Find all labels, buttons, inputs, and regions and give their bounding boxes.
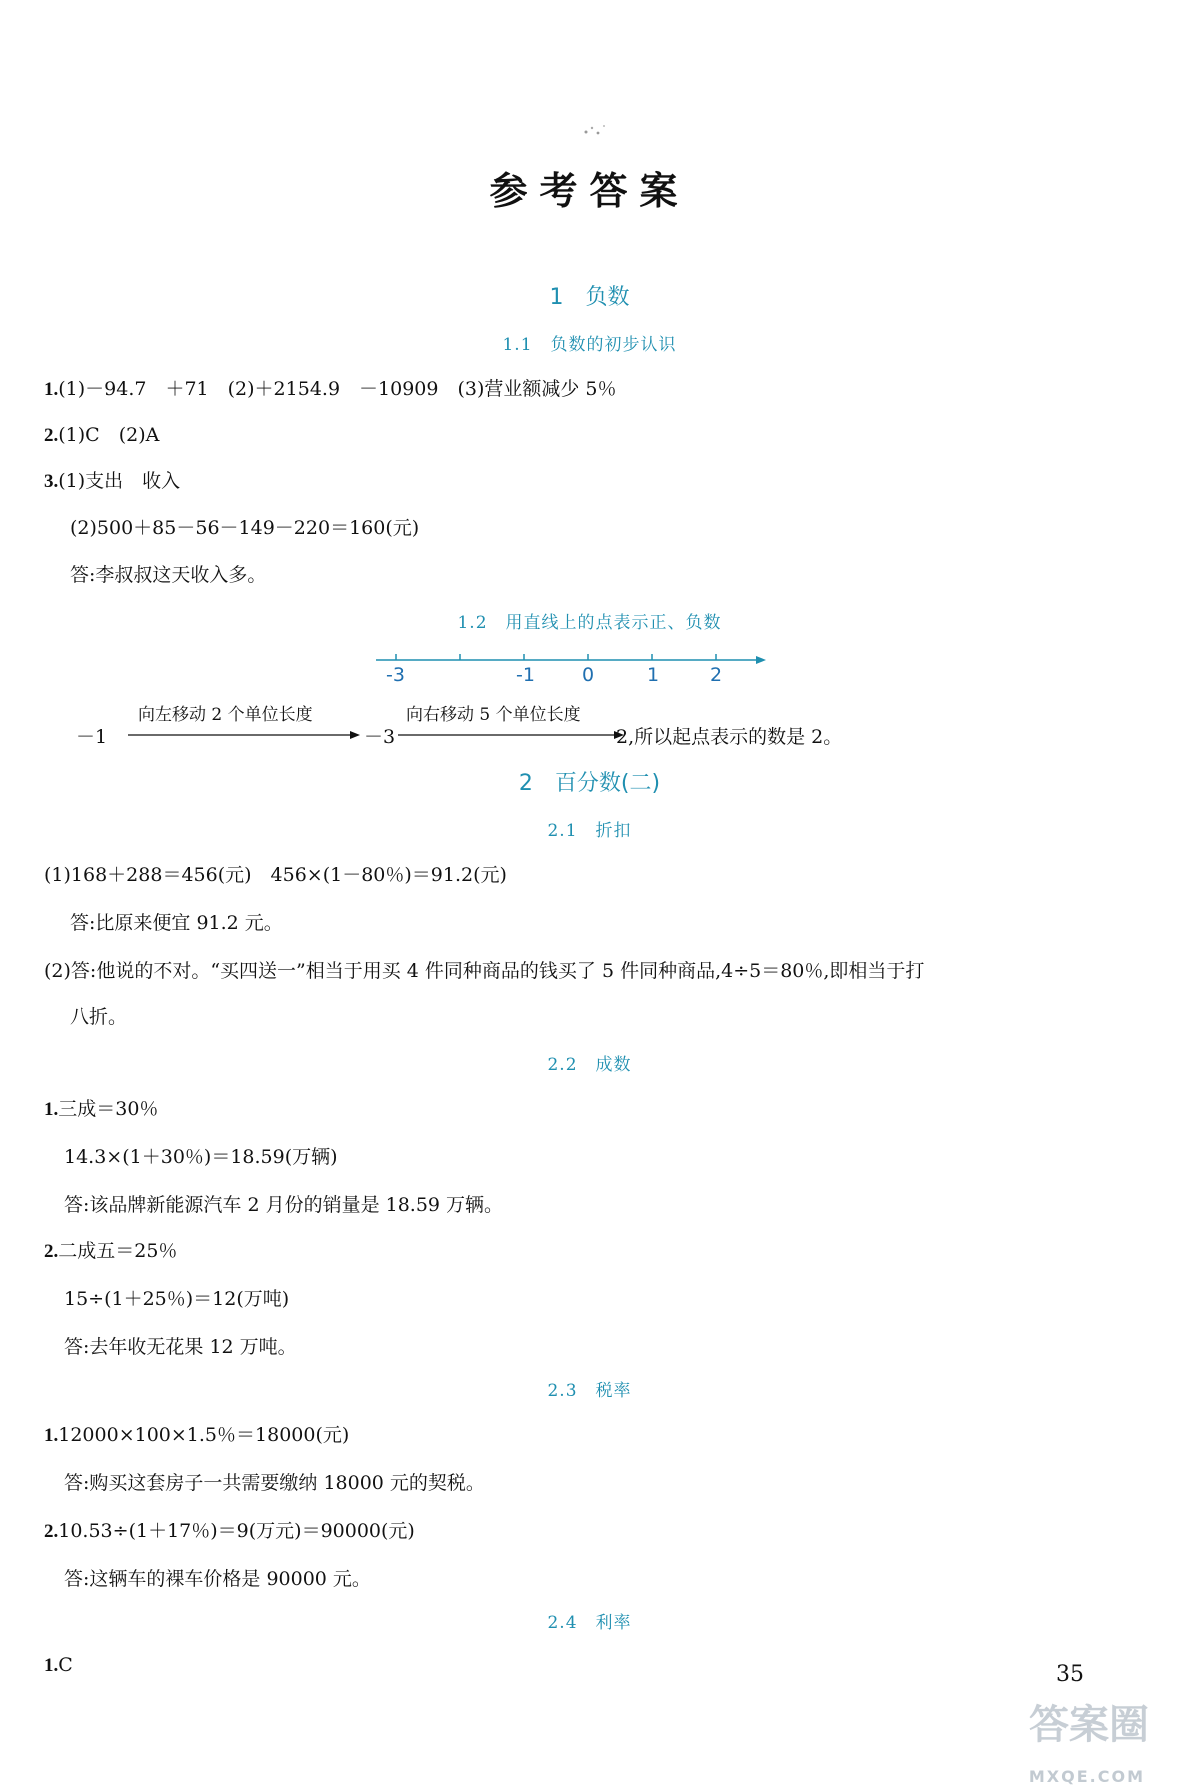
arrow-1-label: 向左移动 2 个单位长度 — [138, 705, 313, 725]
section-2-2-title: 2.2 成数 — [547, 1055, 632, 1075]
end-value: 2,所以起点表示的数是 2。 — [616, 726, 843, 748]
arrow-2-label: 向右移动 5 个单位长度 — [406, 705, 581, 725]
answer-text: (2)500＋85－56－149－220＝160(元) — [70, 517, 420, 539]
answer-line — [44, 1518, 415, 1545]
answer-text: 八折。 — [70, 1006, 128, 1028]
answer-line — [44, 1238, 177, 1265]
item-number: 1. — [44, 1099, 59, 1120]
item-number: 2. — [44, 1241, 59, 1262]
item-number: 1. — [44, 379, 59, 400]
watermark-logo: 答案圈 — [1029, 1702, 1149, 1748]
answer-text: (1)－94.7 ＋71 (2)＋2154.9 －10909 (3)营业额减少 5％ — [58, 378, 617, 400]
answer-text: 10.53÷(1＋17％)＝9(万元)＝90000(元) — [58, 1520, 415, 1542]
answer-line — [44, 376, 617, 403]
middle-value: －3 — [364, 726, 396, 748]
answer-text: 12000×100×1.5％＝18000(元) — [58, 1424, 350, 1446]
answer-text: 14.3×(1＋30％)＝18.59(万辆) — [64, 1146, 338, 1168]
answer-text: 15÷(1＋25％)＝12(万吨) — [64, 1288, 290, 1310]
answer-text: (2)答:他说的不对。“买四送一”相当于用买 4 件同种商品的钱买了 5 件同种商品,4÷5＝80％,即相当于打 — [44, 960, 925, 982]
answer-text: C — [58, 1654, 73, 1676]
number-line-label: -3 — [386, 664, 405, 686]
page-number: 35 — [1056, 1662, 1084, 1687]
answer-text: 二成五＝25％ — [58, 1240, 178, 1262]
section-1-title: 1 负数 — [549, 285, 630, 310]
section-2-1-title: 2.1 折扣 — [547, 821, 632, 841]
answer-text: 三成＝30％ — [58, 1098, 159, 1120]
watermark-url: MXQE.COM — [1028, 1767, 1145, 1786]
section-1-1-title: 1.1 负数的初步认识 — [502, 335, 677, 355]
answer-text: 答:李叔叔这天收入多。 — [70, 564, 267, 586]
answer-line — [44, 1422, 349, 1449]
number-line-label: -1 — [516, 664, 535, 686]
answer-text: (1)支出 收入 — [58, 470, 181, 492]
decorative-mark — [580, 118, 610, 140]
answer-text: 答:比原来便宜 91.2 元。 — [70, 912, 283, 934]
page-title: 参考答案 — [489, 169, 690, 213]
answer-text: 答:这辆车的裸车价格是 90000 元。 — [64, 1568, 371, 1590]
section-2-3-title: 2.3 税率 — [547, 1381, 632, 1401]
answer-line — [44, 422, 159, 449]
answer-line — [44, 468, 180, 495]
arrow-2 — [398, 730, 624, 740]
number-line-label: 0 — [582, 664, 595, 686]
answer-text: 答:购买这套房子一共需要缴纳 18000 元的契税。 — [64, 1472, 485, 1494]
arrow-1 — [128, 730, 360, 740]
number-line-label: 1 — [647, 664, 660, 686]
answer-line — [44, 1652, 73, 1679]
item-number: 1. — [44, 1425, 59, 1446]
item-number: 3. — [44, 471, 59, 492]
answer-text: 答:该品牌新能源汽车 2 月份的销量是 18.59 万辆。 — [64, 1194, 504, 1216]
answer-text: (1)C (2)A — [58, 424, 160, 446]
answer-text: 答:去年收无花果 12 万吨。 — [64, 1336, 297, 1358]
section-2-title: 2 百分数(二) — [518, 771, 661, 796]
section-1-2-title: 1.2 用直线上的点表示正、负数 — [457, 613, 722, 633]
answer-text: (1)168＋288＝456(元) 456×(1－80％)＝91.2(元) — [44, 864, 507, 886]
start-value: －1 — [76, 726, 108, 748]
number-line-axis — [376, 650, 766, 670]
item-number: 2. — [44, 1521, 59, 1542]
movement-diagram — [76, 705, 1156, 748]
item-number: 2. — [44, 425, 59, 446]
item-number: 1. — [44, 1655, 59, 1676]
section-2-4-title: 2.4 利率 — [547, 1613, 632, 1633]
answer-line — [44, 1096, 158, 1123]
number-line-label: 2 — [710, 664, 723, 686]
